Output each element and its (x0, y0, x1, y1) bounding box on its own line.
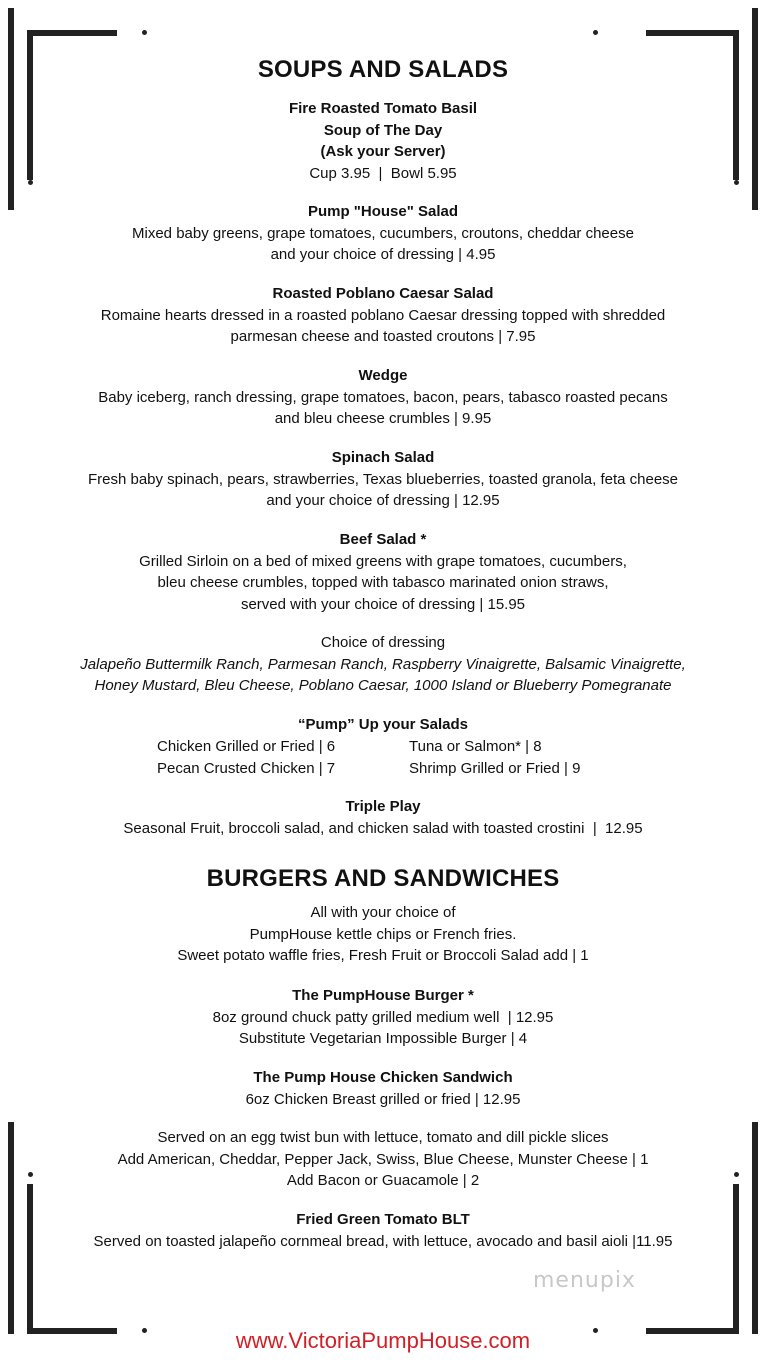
salad-addons (157, 736, 580, 779)
item-description: bleu cheese crumbles, topped with tabasco marinated onion straws, (157, 574, 609, 591)
item-description: Grilled Sirloin on a bed of mixed greens with grape tomatoes, cucumbers, (139, 552, 627, 570)
addon-item: Chicken Grilled or Fried | 6 (157, 738, 336, 755)
item-name: Pump "House" Salad (307, 203, 459, 220)
soups-salads-heading: SOUPS AND SALADS (257, 56, 509, 83)
menu-item-triple-play (0, 796, 766, 839)
item-name: Beef Salad * (339, 531, 427, 548)
soup-name-line3: (Ask your Server) (320, 143, 446, 160)
addon-item: Tuna or Salmon* | 8 (409, 738, 542, 755)
soup-name-line2: Soup of The Day (323, 121, 443, 139)
item-description: 8oz ground chuck patty grilled medium well | 12.95 (212, 1008, 554, 1026)
menu-item-chicken-sandwich (0, 1067, 766, 1110)
item-description: 6oz Chicken Breast grilled or fried | 12.95 (245, 1090, 521, 1108)
info-line: Add Bacon or Guacamole | 2 (286, 1172, 480, 1189)
website-link[interactable]: www.VictoriaPumpHouse.com (235, 1328, 531, 1353)
intro-line: Sweet potato waffle fries, Fresh Fruit or Broccoli Salad add | 1 (177, 947, 589, 964)
item-name: Triple Play (345, 798, 421, 815)
soup-name-line1: Fire Roasted Tomato Basil (288, 100, 478, 117)
menu-item-house-salad (0, 201, 766, 266)
burgers-sandwiches-heading: BURGERS AND SANDWICHES (206, 865, 560, 892)
sandwich-served-info (0, 1127, 766, 1192)
item-description: Fresh baby spinach, pears, strawberries, Texas blueberries, toasted granola, feta cheese (87, 470, 679, 488)
menu-item-spinach-salad (0, 447, 766, 512)
item-description: Seasonal Fruit, broccoli salad, and chicken salad with toasted crostini | 12.95 (123, 819, 643, 837)
item-name: The PumpHouse Burger * (292, 987, 474, 1004)
soup-prices: Cup 3.95 | Bowl 5.95 (309, 164, 457, 182)
dressing-label: Choice of dressing (320, 634, 446, 651)
menu-item-caesar-salad (0, 283, 766, 348)
menu-item-fried-green-tomato-blt (0, 1209, 766, 1252)
dressing-choices (0, 632, 766, 697)
item-name: Spinach Salad (331, 449, 435, 466)
addon-item: Pecan Crusted Chicken | 7 (157, 759, 336, 777)
menu-item-soup (0, 98, 766, 184)
item-description: and your choice of dressing | 4.95 (270, 246, 496, 263)
item-description: and your choice of dressing | 12.95 (266, 492, 500, 509)
dressing-list: Honey Mustard, Bleu Cheese, Poblano Caesar, 1000 Island or Blueberry Pomegranate (94, 677, 672, 694)
item-description: served with your choice of dressing | 15.95 (240, 595, 526, 613)
pump-up-heading (0, 714, 766, 736)
intro-line: All with your choice of (310, 904, 456, 921)
menupix-watermark: menupix (533, 1268, 636, 1293)
burgers-intro (0, 902, 766, 967)
item-description: Baby iceberg, ranch dressing, grape tomatoes, bacon, pears, tabasco roasted pecans (98, 388, 668, 406)
menu-item-wedge (0, 365, 766, 430)
menu-item-pumphouse-burger (0, 985, 766, 1050)
dressing-list: Jalapeño Buttermilk Ranch, Parmesan Ranch, Raspberry Vinaigrette, Balsamic Vinaigrette, (80, 655, 686, 673)
item-name: Wedge (358, 367, 408, 384)
item-description: Substitute Vegetarian Impossible Burger | 4 (238, 1030, 528, 1047)
item-description: Mixed baby greens, grape tomatoes, cucumbers, croutons, cheddar cheese (132, 224, 634, 242)
item-name: Roasted Poblano Caesar Salad (272, 285, 494, 302)
info-line: Add American, Cheddar, Pepper Jack, Swiss, Blue Cheese, Munster Cheese | 1 (117, 1150, 649, 1168)
item-name: The Pump House Chicken Sandwich (253, 1069, 513, 1086)
menu-item-beef-salad (0, 529, 766, 615)
intro-line: PumpHouse kettle chips or French fries. (249, 925, 517, 943)
addon-item: Shrimp Grilled or Fried | 9 (409, 759, 581, 777)
item-description: Romaine hearts dressed in a roasted poblano Caesar dressing topped with shredded (100, 306, 666, 324)
item-description: parmesan cheese and toasted croutons | 7.95 (230, 328, 536, 345)
item-name: Fried Green Tomato BLT (296, 1211, 470, 1228)
item-name: “Pump” Up your Salads (297, 716, 469, 733)
item-description: Served on toasted jalapeño cornmeal bread, with lettuce, avocado and basil aioli |11.95 (93, 1232, 673, 1250)
info-line: Served on an egg twist bun with lettuce, tomato and dill pickle slices (157, 1129, 609, 1146)
item-description: and bleu cheese crumbles | 9.95 (274, 410, 492, 427)
